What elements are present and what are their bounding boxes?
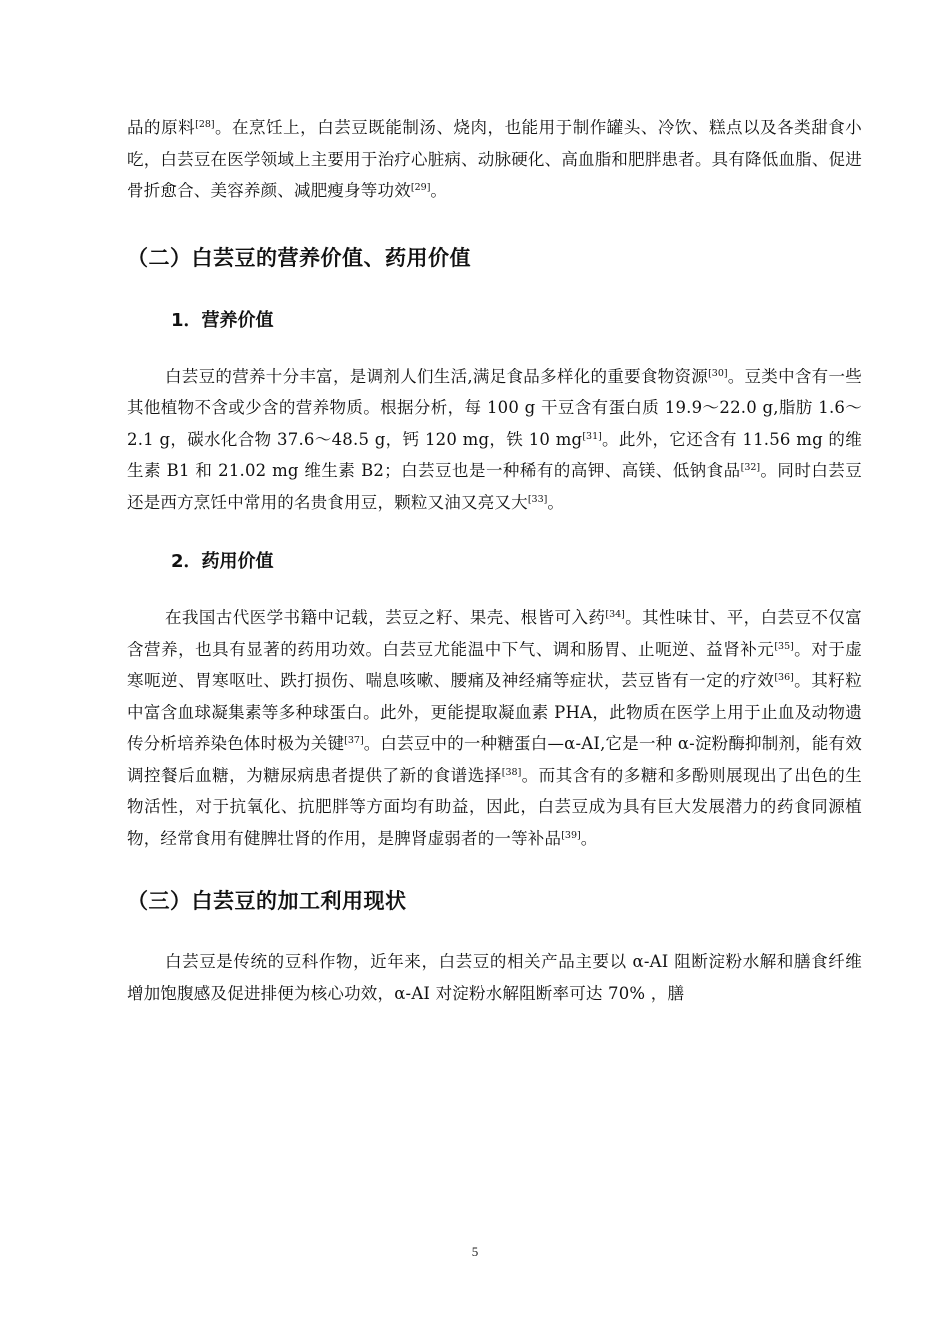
text-run: 在我国古代医学书籍中记载，芸豆之籽、果壳、根皆可入药 <box>165 608 606 627</box>
text-run: 。豆类中含有一些其他植物不含或少含的营养物质。根据分析，每 100 g 干豆含有蛋白质 19.9～22.0 g,脂肪 1.6～2.1 g，碳水化合物 37.6～48.5 g，钙 120 mg，铁 10 mg <box>127 366 862 449</box>
page-content <box>127 112 862 1009</box>
citation-ref: [31] <box>582 430 602 442</box>
citation-ref: [36] <box>774 672 794 683</box>
citation-ref: [39] <box>561 829 581 841</box>
citation-ref: [32] <box>740 462 761 473</box>
text-run: 白芸豆的营养十分丰富，是调剂人们生活,满足食品多样化的重要食物资源 <box>165 366 709 386</box>
text-run: 。同时白芸豆还是西方烹饪中常用的名贵食用豆，颗粒又油又亮又大 <box>127 461 862 512</box>
citation-ref: [37] <box>344 735 364 746</box>
subheading-medicinal-value: 2．药用价值 <box>171 551 274 572</box>
page-number: 5 <box>471 1244 479 1259</box>
citation-ref: [35] <box>774 640 794 652</box>
text-run: 。白芸豆中的一种糖蛋白—α-AI,它是一种 α-淀粉酶抑制剂，能有效调控餐后血糖，为糖尿病患者提供了新的食谱选择 <box>127 734 862 785</box>
citation-ref: [38] <box>501 766 522 778</box>
section-heading-nutrition-medicinal: （二）白芸豆的营养价值、药用价值 <box>127 245 471 270</box>
section-heading-processing-status: （三）白芸豆的加工利用现状 <box>127 889 407 913</box>
citation-ref: [33] <box>527 493 548 505</box>
paragraph-medicinal-value <box>127 602 862 854</box>
text-run: 。在烹饪上，白芸豆既能制汤、烧肉，也能用于制作罐头、冷饮、糕点以及各类甜食小吃，白芸豆在医学领域上主要用于治疗心脏病、动脉硬化、高血脂和肥胖患者。具有降低血脂、促进骨折愈合、美容养颜、减肥瘦身等功效 <box>127 118 862 200</box>
text-run: 品的原料 <box>127 118 196 137</box>
text-run: 。此外，它还含有 11.56 mg 的维生素 B1 和 21.02 mg 维生素 B2；白芸豆也是一种稀有的高钾、高镁、低钠食品 <box>127 429 862 480</box>
text-run: 。 <box>580 828 598 848</box>
citation-ref: [30] <box>708 367 728 379</box>
text-run: 。其籽粒中富含血球凝集素等多种球蛋白。此外，更能提取凝血素 PHA，此物质在医学上用于止血及动物遗传分析培养染色体时极为关键 <box>127 671 862 753</box>
citation-ref: [28] <box>195 119 215 130</box>
text-run: 。而其含有的多糖和多酚则展现出了出色的生物活性，对于抗氧化、抗肥胖等方面均有助益，因此，白芸豆成为具有巨大发展潜力的药食同源植物，经常食用有健脾壮肾的作用，是脾肾虚弱者的一等补品 <box>127 765 863 848</box>
text-run: 白芸豆是传统的豆科作物，近年来，白芸豆的相关产品主要以 α-AI 阻断淀粉水解和膳食纤维增加饱腹感及促进排便为核心功效，α-AI 对淀粉水解阻断率可达 70% ，膳 <box>127 952 862 1003</box>
citation-ref: [34] <box>605 609 625 620</box>
citation-ref: [29] <box>410 182 431 193</box>
paragraph-nutritional-value <box>127 361 862 519</box>
text-run: 。其性味甘、平，白芸豆不仅富含营养，也具有显著的药用功效。白芸豆尤能温中下气、调和肠胃、止呃逆、益肾补元 <box>127 608 862 659</box>
subheading-nutritional-value: 1．营养价值 <box>171 309 274 331</box>
text-run: 。 <box>547 492 565 512</box>
paragraph-processing-status <box>127 946 862 1009</box>
text-run: 。对于虚寒呃逆、胃寒呕吐、跌打损伤、喘息咳嗽、腰痛及神经痛等症状，芸豆皆有一定的疗效 <box>127 639 862 690</box>
paragraph-continued <box>127 112 862 207</box>
text-run: 。 <box>430 181 448 200</box>
